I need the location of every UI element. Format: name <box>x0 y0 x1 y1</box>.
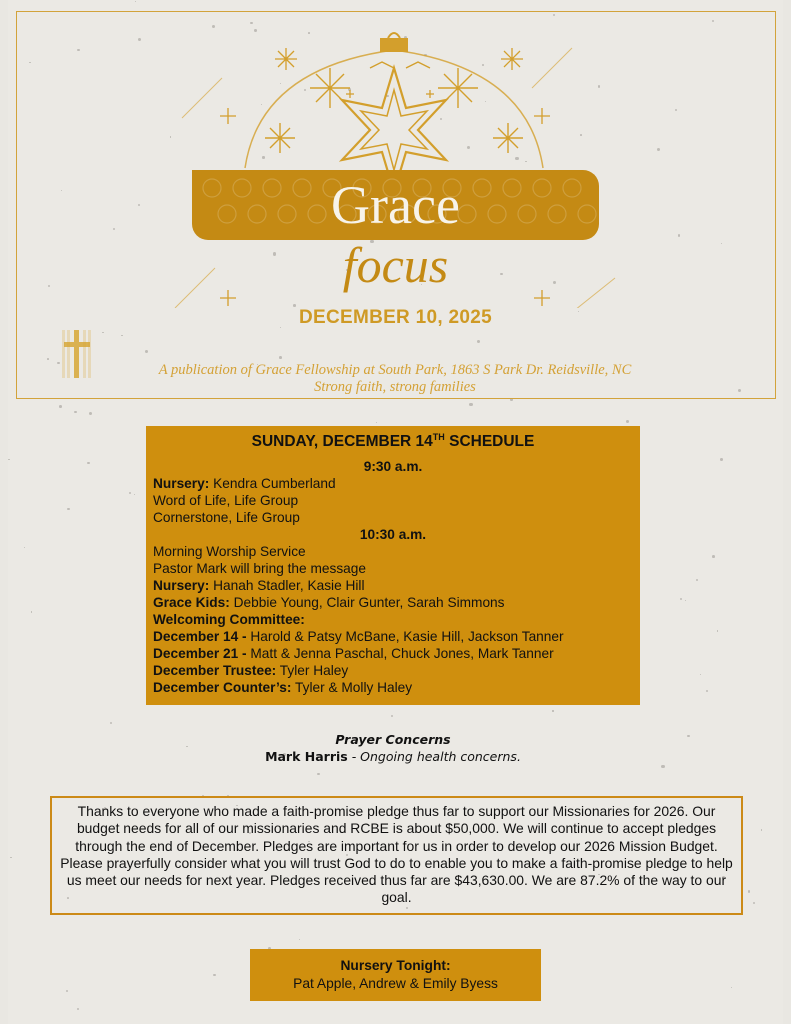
paper-speck <box>213 974 216 977</box>
paper-speck <box>700 674 701 675</box>
welcoming-dec21: December 21 - Matt & Jenna Paschal, Chuck Jones, Mark Tanner <box>153 646 554 661</box>
december-trustee: December Trustee: Tyler Haley <box>153 663 349 678</box>
word-of-life-group: Word of Life, Life Group <box>153 493 299 508</box>
paper-speck <box>74 411 76 413</box>
tagline: Strong faith, strong families <box>314 379 476 395</box>
time-1030: 10:30 a.m. <box>359 527 427 542</box>
paper-speck <box>31 611 33 613</box>
welcoming-committee: Welcoming Committee: <box>153 612 305 627</box>
nursery-930: Nursery: Kendra Cumberland <box>153 476 336 491</box>
newsletter-title: Grace <box>331 175 460 235</box>
paper-speck <box>24 547 25 548</box>
nursery-tonight-names: Pat Apple, Andrew & Emily Byess <box>293 976 498 991</box>
paper-speck <box>87 462 90 465</box>
worship-service: Morning Worship Service <box>153 544 306 559</box>
sunday-schedule <box>146 426 640 705</box>
paper-speck <box>317 773 319 775</box>
issue-date: DECEMBER 10, 2025 <box>298 307 493 328</box>
paper-speck <box>134 494 135 495</box>
pledge-announcement: Thanks to everyone who made a faith-promise pledge thus far to support our Missionaries for 2026. Our budget needs for all of our missionaries and RCBE is about $50,000. We will continue to accept pledges through the end of December. Pledges are important for us in order to develop our 2026 Mission Budget. Please prayerfully consider what you will trust God to do to enable you to make a faith-promise pledge to help us meet our needs for next year. Pledges received thus far are $43,630.00. We are 87.2% of the way to our goal. <box>50 796 743 915</box>
pastor-message: Pastor Mark will bring the message <box>153 561 366 576</box>
paper-speck <box>706 690 708 692</box>
paper-speck <box>89 412 92 415</box>
prayer-item <box>146 748 640 765</box>
welcoming-dec14: December 14 - Harold & Patsy McBane, Kasie Hill, Jackson Tanner <box>153 629 564 644</box>
paper-speck <box>552 710 553 711</box>
paper-speck <box>661 765 664 768</box>
paper-speck <box>731 987 732 988</box>
paper-speck <box>66 990 68 992</box>
paper-speck <box>469 403 472 406</box>
grace-kids: Grace Kids: Debbie Young, Clair Gunter, Sarah Simmons <box>153 595 505 610</box>
paper-speck <box>748 890 751 893</box>
paper-speck <box>720 458 723 461</box>
paper-speck <box>761 829 763 831</box>
time-930: 9:30 a.m. <box>363 459 423 474</box>
paper-speck <box>685 600 686 601</box>
prayer-detail: - Ongoing health concerns. <box>347 749 521 764</box>
paper-speck <box>753 902 755 904</box>
nursery-tonight <box>250 949 541 1001</box>
snowflake-icon <box>265 62 523 153</box>
paper-speck <box>10 857 11 858</box>
paper-speck <box>129 492 131 494</box>
december-counters: December Counter’s: Tyler & Molly Haley <box>153 680 413 695</box>
paper-speck <box>299 939 300 940</box>
prayer-concerns <box>146 731 640 765</box>
paper-speck <box>59 405 62 408</box>
paper-speck <box>110 722 112 724</box>
nursery-tonight-title: Nursery Tonight: <box>340 958 451 973</box>
newsletter-subtitle: focus <box>342 237 449 293</box>
paper-speck <box>77 1008 79 1010</box>
publication-line: A publication of Grace Fellowship at South Park, 1863 S Park Dr. Reidsville, NC <box>158 362 632 378</box>
paper-speck <box>391 715 393 717</box>
paper-speck <box>135 1 136 2</box>
paper-speck <box>680 598 682 600</box>
cornerstone-group: Cornerstone, Life Group <box>153 510 300 525</box>
nursery-1030: Nursery: Hanah Stadler, Kasie Hill <box>153 578 365 593</box>
paper-speck <box>687 735 689 737</box>
paper-speck <box>8 459 10 461</box>
paper-speck <box>67 508 70 511</box>
paper-speck <box>712 555 715 558</box>
paper-speck <box>696 579 698 581</box>
prayer-name: Mark Harris <box>265 749 348 764</box>
publication-info <box>30 362 760 396</box>
schedule-heading: SUNDAY, DECEMBER 14TH SCHEDULE <box>251 432 535 450</box>
paper-speck <box>376 422 377 423</box>
paper-speck <box>626 420 629 423</box>
prayer-heading: Prayer Concerns <box>335 732 451 747</box>
paper-speck <box>717 630 718 631</box>
